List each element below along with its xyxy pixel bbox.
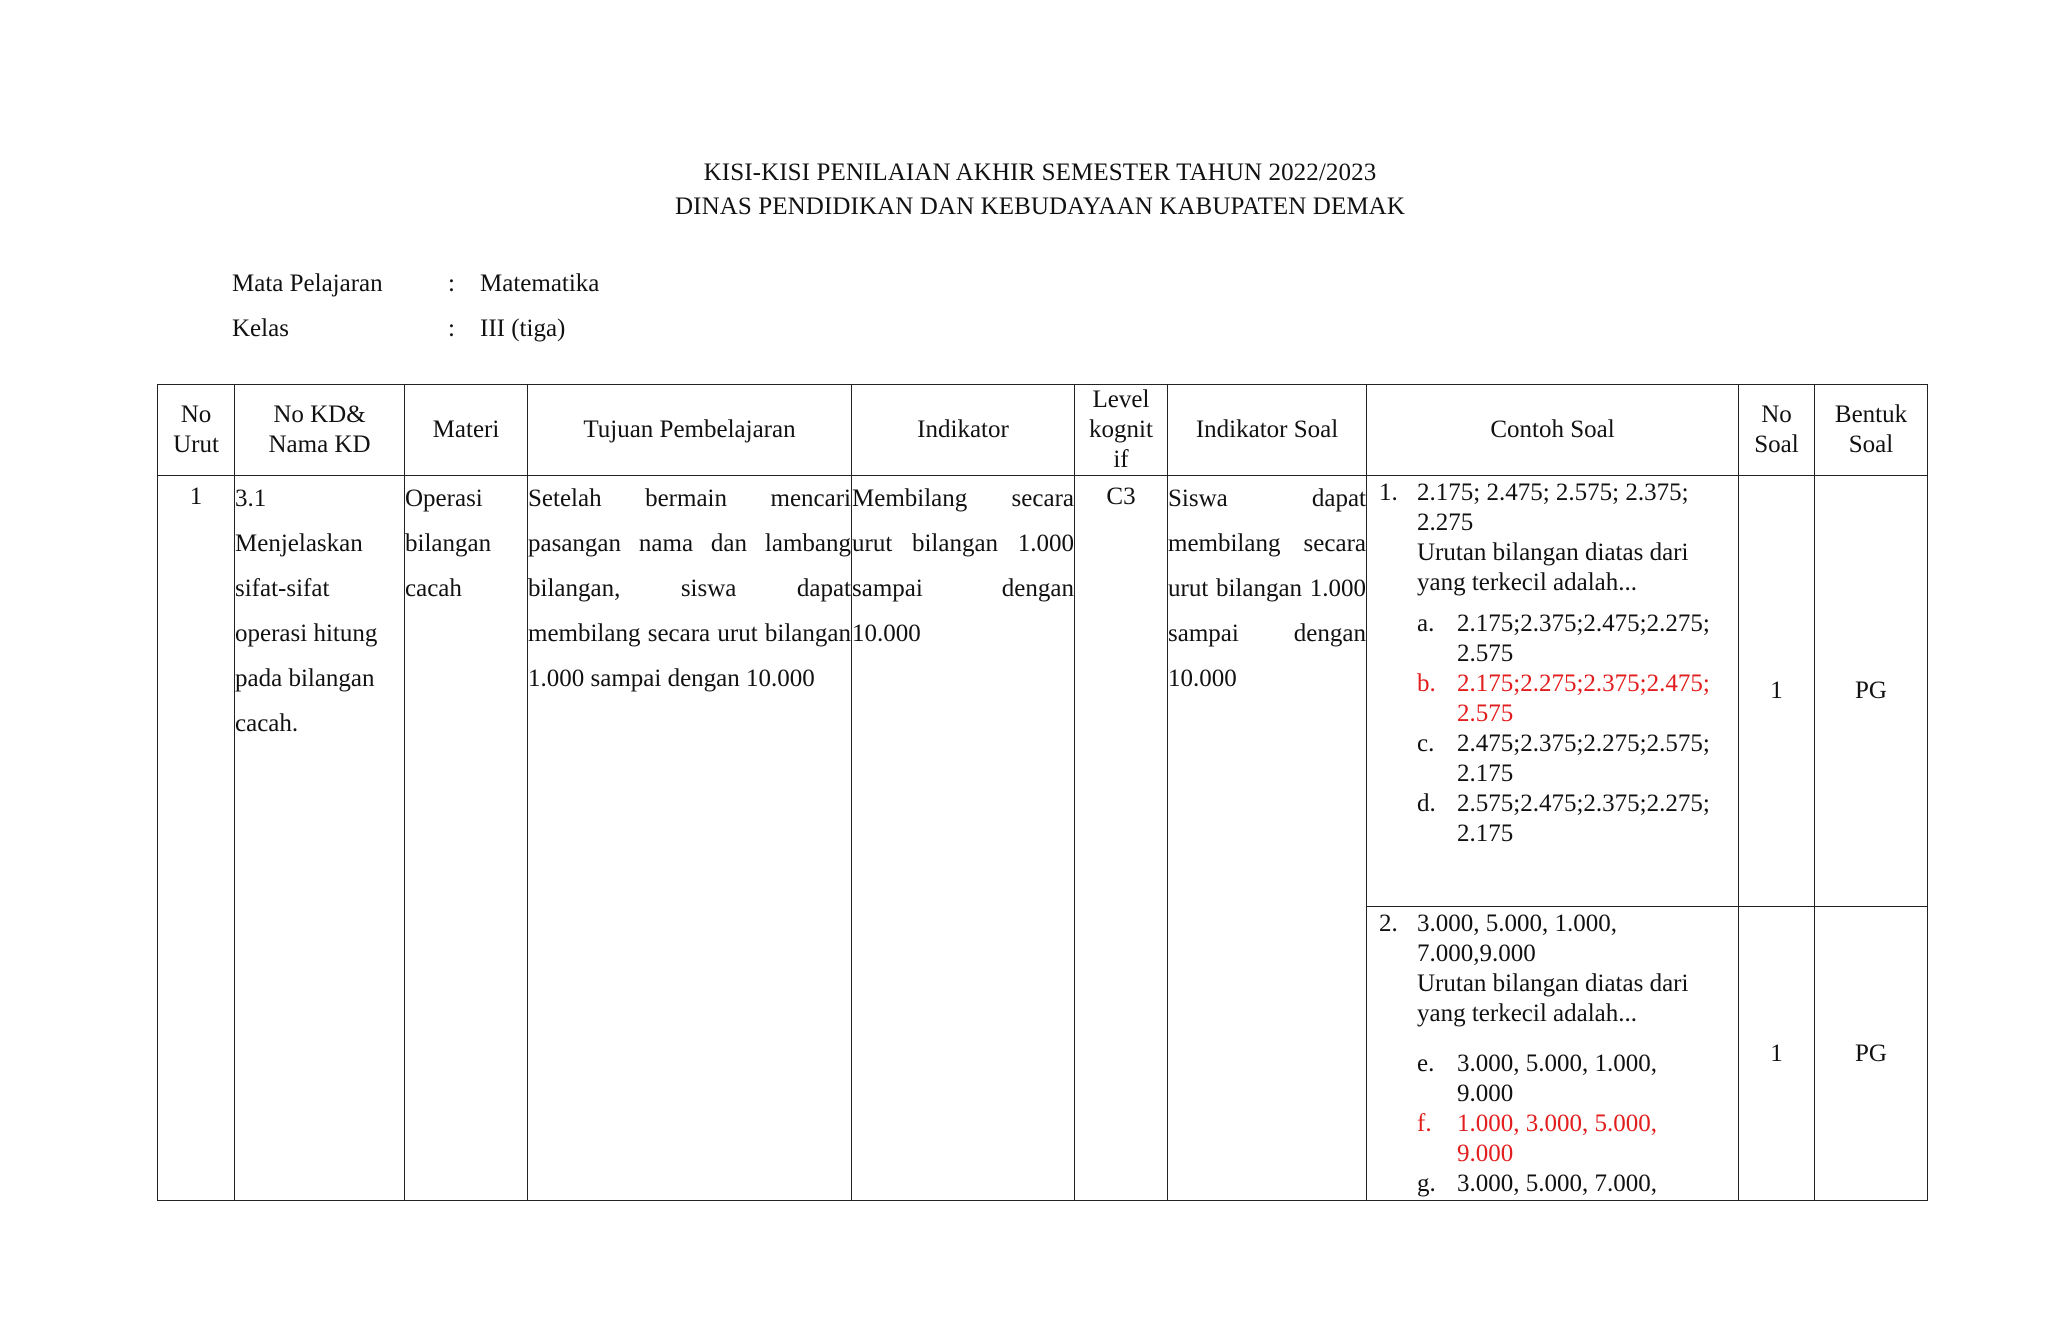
row-no: 1 bbox=[158, 476, 235, 1201]
separator: : bbox=[448, 315, 455, 342]
bentuk-soal-2: PG bbox=[1815, 907, 1928, 1201]
option-e: e. 3.000, 5.000, 1.000, 9.000 bbox=[1417, 1050, 1657, 1107]
question-stem: 2.175; 2.475; 2.575; 2.375; 2.275 bbox=[1417, 479, 1689, 536]
header-bentuk-soal: Bentuk Soal bbox=[1815, 385, 1928, 476]
header-kd: No KD& Nama KD bbox=[235, 385, 405, 476]
header-no-soal: No Soal bbox=[1739, 385, 1815, 476]
question-2 bbox=[1367, 907, 1738, 1199]
header-tujuan: Tujuan Pembelajaran bbox=[528, 385, 852, 476]
header-indikator-soal: Indikator Soal bbox=[1168, 385, 1367, 476]
question-cell-2 bbox=[1367, 907, 1739, 1201]
document-title: KISI-KISI PENILAIAN AKHIR SEMESTER TAHUN 2022/2023 bbox=[703, 159, 1377, 186]
subject-value: Matematika bbox=[480, 270, 600, 297]
document-subtitle: DINAS PENDIDIKAN DAN KEBUDAYAAN KABUPATEN DEMAK bbox=[675, 193, 1405, 220]
option-a: a. 2.175;2.375;2.475;2.275; 2.575 bbox=[1417, 610, 1710, 667]
row-kd: 3.1 Menjelaskan sifat-sifat operasi hitung pada bilangan cacah. bbox=[235, 476, 405, 1201]
row-indikator: Membilang secara urut bilangan 1.000 sampai dengan 10.000 bbox=[852, 476, 1075, 1201]
option-c: c. 2.475;2.375;2.275;2.575; 2.175 bbox=[1417, 730, 1710, 787]
header-no-urut: No Urut bbox=[158, 385, 235, 476]
separator: : bbox=[448, 270, 455, 297]
option-d: d. 2.575;2.475;2.375;2.275; 2.175 bbox=[1417, 790, 1710, 847]
option-b-correct: b. 2.175;2.275;2.375;2.475; 2.575 bbox=[1417, 670, 1710, 727]
question-prompt: Urutan bilangan diatas dari yang terkecil adalah... bbox=[1417, 970, 1689, 1027]
question-cell-1 bbox=[1367, 476, 1739, 907]
header-contoh-soal: Contoh Soal bbox=[1367, 385, 1739, 476]
option-f-correct: f. 1.000, 3.000, 5.000, 9.000 bbox=[1417, 1110, 1657, 1167]
header-row bbox=[158, 385, 1928, 476]
question-prompt: Urutan bilangan diatas dari yang terkecil adalah... bbox=[1417, 539, 1689, 596]
header-indikator: Indikator bbox=[852, 385, 1075, 476]
header-level: Level kognit if bbox=[1075, 385, 1168, 476]
question-number: 2. bbox=[1379, 910, 1398, 937]
subject-label: Mata Pelajaran bbox=[232, 270, 383, 297]
option-g: g. 3.000, 5.000, 7.000, bbox=[1417, 1170, 1657, 1197]
row-indikator-soal: Siswa dapat membilang secara urut bilangan 1.000 sampai dengan 10.000 bbox=[1168, 476, 1367, 1201]
row-materi: Operasi bilangan cacah bbox=[405, 476, 528, 1201]
bentuk-soal-1: PG bbox=[1815, 476, 1928, 907]
assessment-grid-table bbox=[157, 384, 1928, 1201]
no-soal-2: 1 bbox=[1739, 907, 1815, 1201]
row-level: C3 bbox=[1075, 476, 1168, 1201]
header-materi: Materi bbox=[405, 385, 528, 476]
no-soal-1: 1 bbox=[1739, 476, 1815, 907]
table-row bbox=[158, 476, 1928, 907]
row-tujuan: Setelah bermain mencari pasangan nama dan lambang bilangan, siswa dapat membilang secara urut bilangan 1.000 sampai dengan 10.000 bbox=[528, 476, 852, 1201]
question-number: 1. bbox=[1379, 479, 1398, 506]
question-stem: 3.000, 5.000, 1.000, 7.000,9.000 bbox=[1417, 910, 1617, 967]
question-1 bbox=[1367, 476, 1738, 849]
class-value: III (tiga) bbox=[480, 315, 566, 342]
class-label: Kelas bbox=[232, 315, 289, 342]
